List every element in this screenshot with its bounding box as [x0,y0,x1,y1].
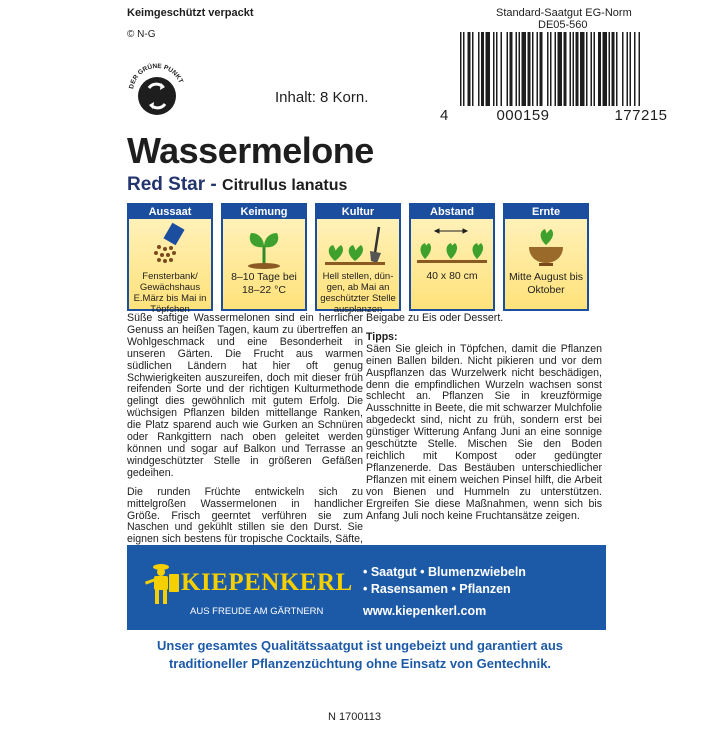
infobox-ernte [503,203,589,311]
variety-name: Red Star - [127,174,217,195]
infobox-text: Mitte August bis Oktober [508,271,584,296]
tips-text: Säen Sie gleich in Töpfchen, damit die Pflanzen einen Ballen bilden. Nicht pikieren und vor dem Auspflanzen das Wurzelwerk nicht beschädigen, denn die empfindlichen Wurzeln wachsen sonst schlecht an. Pflanzen Sie in kreuzförmige Ausschnitte in Beete, die mit schwarzer Mulchfolie abgedeckt sind, nicht zu früh, sondern erst bei günstiger Witterung Anfang Juni an eine sonnige geschützte Stelle. Mischen Sie den Boden reichlich mit Kompost oder gedüngter Pflanzenerde. Das Bestäuben unterschiedlicher Pflanzen mit einem weichen Pinsel hilft, die Arbeit von Bienen und Hummeln zu unterstützen. Ergreifen Sie diese Maßnahmen, wenn sich bis Anfang Juli noch keine Fruchtansätze zeigen. [366,342,602,522]
content-amount: Inhalt: 8 Korn. [275,89,369,106]
seed-packet-icon [129,219,211,271]
description-right-column [366,313,602,522]
product-range-line-1: • Saatgut • Blumenzwiebeln [363,565,526,579]
seed-standard: Standard-Saatgut EG-Norm [496,7,632,19]
infobox-text: Fensterbank/ Gewächshaus E.März bis Mai in Töpfchen [133,271,207,315]
article-code: N 1700113 [328,711,382,723]
infobox-header: Aussaat [129,205,211,219]
infobox-header: Keimung [223,205,305,219]
shovel-plants-icon [317,219,399,271]
copyright: © N-G [127,29,156,40]
infobox-header: Abstand [411,205,493,219]
brand-website[interactable]: www.kiepenkerl.com [363,604,487,618]
infobox-header: Kultur [317,205,399,219]
sprout-icon [223,219,305,271]
infobox-kultur [315,203,401,315]
quality-disclaimer: Unser gesamtes Qualitätssaatgut ist ungebeizt und garantiert aus traditioneller Pflanzenzüchtung ohne Einsatz von Gentechnik. [157,638,563,671]
infobox-text: 8–10 Tage bei 18–22 °C [231,271,297,296]
product-title: Wassermelone [127,130,374,171]
brand-slogan: AUS FREUDE AM GÄRTNERN [190,606,324,617]
infobox-keimung [221,203,307,311]
description-paragraph-1: Süße saftige Wassermelonen sind ein herrlicher Genuss an heißen Tagen, kaum zu übertreffen an Wohlgeschmack und eine Besonderheit in unseren Gärten. Die Frucht aus warmen südlichen Ländern hat hier oft genug Schwierigkeiten auszureifen, doch mit dieser früh reifenden Sorte und der richtigen Kulturmethode gelingt dies gewöhnlich mit gutem Erfolg. Die wüchsigen Pflanzen bilden mittellange Ranken, die Platz sparend auch wie Gurken an Schnüren oder Rankgittern nach oben geleitet werden können und sogar auf Balkon und Terrasse an windgeschützter Stelle in größeren Gefäßen gedeihen. [127,312,363,479]
barcode-digits [440,107,708,124]
infobox-aussaat [127,203,213,315]
barcode-digit-lead: 4 [440,107,449,124]
barcode-digit-group-1: 000159 [496,107,550,124]
harvest-bowl-icon [505,219,587,271]
product-range-line-2: • Rasensamen • Pflanzen [363,582,511,596]
barcode-digit-group-2: 177215 [614,107,668,124]
brand-name: KIEPENKERL [181,569,353,596]
svg-text:DER GRÜNE PUNKT: DER GRÜNE PUNKT [128,62,185,90]
product-variety [127,174,347,196]
tips-label: Tipps: [366,330,398,343]
infobox-text: Hell stellen, dün- gen, ab Mai an geschützter Stelle ausplanzen [320,271,396,315]
packaging-note: Keimgeschützt verpackt [127,7,254,19]
infobox-header: Ernte [505,205,587,219]
description-left-column [127,313,363,565]
infobox-text: 40 x 80 cm [426,270,478,282]
infobox-abstand [409,203,495,311]
standard-code: DE05-560 [538,19,588,31]
farmer-mascot-icon [143,562,183,608]
description-paragraph-2: Die runden Früchte entwickeln sich zu mittelgroßen Wassermelonen in handlicher Größe. Frisch geerntet verführen sie zum Naschen und gekühlt stillen sie den Durst. Sie eignen sich bestens für tropische Cocktails, Säfte, [127,485,363,546]
gruener-punkt-logo [125,60,189,124]
description-paragraph-3: Beigabe zu Eis oder Dessert. [366,312,504,324]
latin-name: Citrullus lanatus [222,177,348,194]
spacing-plants-icon [411,219,493,271]
